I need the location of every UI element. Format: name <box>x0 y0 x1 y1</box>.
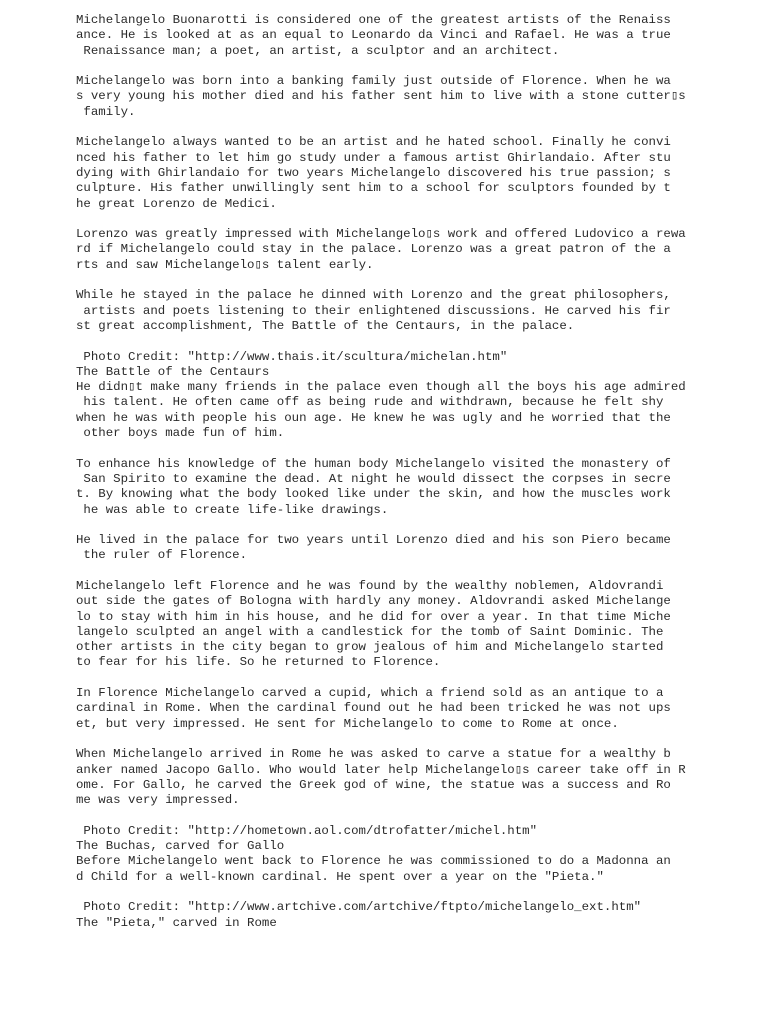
paragraph <box>76 288 688 334</box>
text-line: San Spirito to examine the dead. At night he would dissect the corpses in secre <box>76 471 671 486</box>
text-line: he was able to create life-like drawings. <box>76 502 389 517</box>
paragraph <box>76 135 688 211</box>
paragraph-spacer <box>76 671 688 686</box>
text-line: his talent. He often came off as being rude and withdrawn, because he felt shy <box>76 395 664 410</box>
text-line: The Battle of the Centaurs <box>76 364 270 379</box>
paragraph <box>76 13 688 59</box>
text-line: d Child for a well-known cardinal. He spent over a year on the "Pieta." <box>76 869 604 884</box>
text-line: In Florence Michelangelo carved a cupid, which a friend sold as an antique to a <box>76 686 664 701</box>
paragraph <box>76 747 688 808</box>
paragraph <box>76 686 688 732</box>
paragraph <box>76 74 688 120</box>
paragraph-spacer <box>76 334 688 349</box>
paragraph <box>76 824 688 885</box>
text-line: Photo Credit: "http://www.artchive.com/artchive/ftpto/michelangelo_ext.htm" <box>76 900 642 915</box>
text-line: he great Lorenzo de Medici. <box>76 196 277 211</box>
text-line: artists and poets listening to their enlightened discussions. He carved his fir <box>76 303 671 318</box>
text-line: dying with Ghirlandaio for two years Michelangelo discovered his true passion; s <box>76 165 671 180</box>
text-line: rts and saw Michelangelo▯s talent early. <box>76 257 374 272</box>
paragraph <box>76 457 688 518</box>
text-line: Michelangelo was born into a banking family just outside of Florence. When he wa <box>76 74 671 89</box>
text-line: ance. He is looked at as an equal to Leonardo da Vinci and Rafael. He was a true <box>76 28 671 43</box>
paragraph-spacer <box>76 564 688 579</box>
paragraph-spacer <box>76 120 688 135</box>
text-line: To enhance his knowledge of the human body Michelangelo visited the monastery of <box>76 456 671 471</box>
text-line: out side the gates of Bologna with hardly any money. Aldovrandi asked Michelange <box>76 594 671 609</box>
text-line: lo to stay with him in his house, and he did for over a year. In that time Miche <box>76 609 671 624</box>
text-line: culpture. His father unwillingly sent him to a school for sculptors founded by t <box>76 181 671 196</box>
paragraph-spacer <box>76 212 688 227</box>
text-line: langelo sculpted an angel with a candlestick for the tomb of Saint Dominic. The <box>76 624 664 639</box>
text-line: ome. For Gallo, he carved the Greek god of wine, the statue was a success and Ro <box>76 777 671 792</box>
text-line: The Buchas, carved for Gallo <box>76 839 285 854</box>
text-line: Michelangelo left Florence and he was found by the wealthy noblemen, Aldovrandi <box>76 578 664 593</box>
paragraph <box>76 533 688 564</box>
text-line: Michelangelo always wanted to be an artist and he hated school. Finally he convi <box>76 135 671 150</box>
paragraph-spacer <box>76 273 688 288</box>
paragraph <box>76 900 688 931</box>
text-line: t. By knowing what the body looked like under the skin, and how the muscles work <box>76 487 671 502</box>
text-line: the ruler of Florence. <box>76 548 248 563</box>
text-line: The "Pieta," carved in Rome <box>76 915 277 930</box>
text-line: Before Michelangelo went back to Florence he was commissioned to do a Madonna an <box>76 854 671 869</box>
text-line: While he stayed in the palace he dinned with Lorenzo and the great philosophers, <box>76 288 671 303</box>
text-line: to fear for his life. So he returned to Florence. <box>76 655 441 670</box>
text-line: other boys made fun of him. <box>76 426 285 441</box>
paragraph <box>76 350 688 442</box>
document-body <box>76 13 688 931</box>
paragraph <box>76 579 688 671</box>
text-line: nced his father to let him go study under a famous artist Ghirlandaio. After stu <box>76 150 671 165</box>
paragraph-spacer <box>76 441 688 456</box>
text-line: anker named Jacopo Gallo. Who would later help Michelangelo▯s career take off in R <box>76 762 686 777</box>
text-line: family. <box>76 104 136 119</box>
text-line: Michelangelo Buonarotti is considered one of the greatest artists of the Renaiss <box>76 13 671 27</box>
text-line: Photo Credit: "http://www.thais.it/scultura/michelan.htm" <box>76 349 508 364</box>
paragraph-spacer <box>76 518 688 533</box>
paragraph-spacer <box>76 59 688 74</box>
text-line: when he was with people his oun age. He knew he was ugly and he worried that the <box>76 410 671 425</box>
paragraph-spacer <box>76 885 688 900</box>
text-line: He didn▯t make many friends in the palace even though all the boys his age admired <box>76 380 686 395</box>
text-line: me was very impressed. <box>76 793 240 808</box>
text-line: When Michelangelo arrived in Rome he was asked to carve a statue for a wealthy b <box>76 747 671 762</box>
text-line: st great accomplishment, The Battle of the Centaurs, in the palace. <box>76 318 575 333</box>
text-line: cardinal in Rome. When the cardinal found out he had been tricked he was not ups <box>76 701 671 716</box>
paragraph-spacer <box>76 732 688 747</box>
paragraph <box>76 227 688 273</box>
text-line: He lived in the palace for two years until Lorenzo died and his son Piero became <box>76 533 671 548</box>
text-line: et, but very impressed. He sent for Michelangelo to come to Rome at once. <box>76 716 619 731</box>
text-line: Renaissance man; a poet, an artist, a sculptor and an architect. <box>76 43 560 58</box>
text-line: Photo Credit: "http://hometown.aol.com/dtrofatter/michel.htm" <box>76 823 538 838</box>
text-line: Lorenzo was greatly impressed with Michelangelo▯s work and offered Ludovico a rewa <box>76 227 686 242</box>
text-line: other artists in the city began to grow jealous of him and Michelangelo started <box>76 640 664 655</box>
paragraph-spacer <box>76 808 688 823</box>
text-line: rd if Michelangelo could stay in the palace. Lorenzo was a great patron of the a <box>76 242 671 257</box>
text-line: s very young his mother died and his father sent him to live with a stone cutter▯s <box>76 89 686 104</box>
